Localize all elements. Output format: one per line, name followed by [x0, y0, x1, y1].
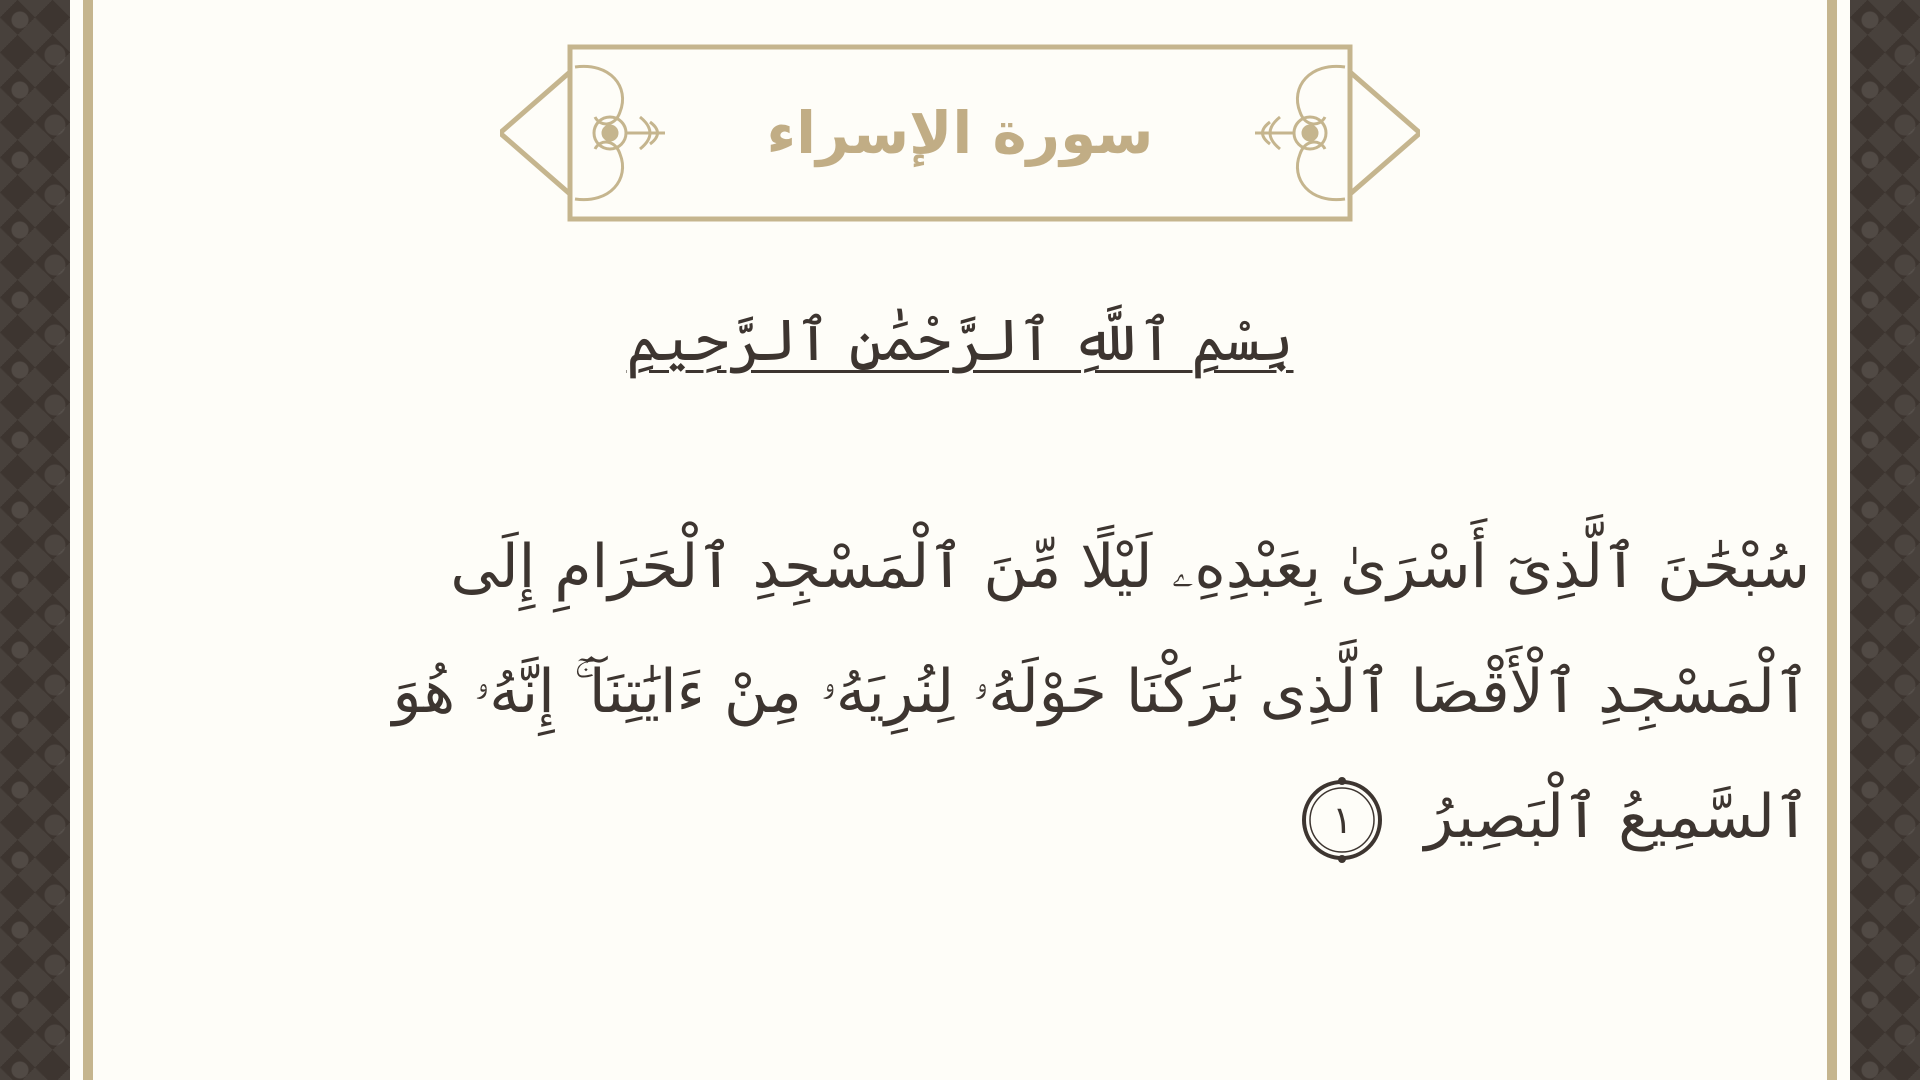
- surah-title: سورة الإسراء: [766, 99, 1154, 167]
- right-gold-rule: [1827, 0, 1837, 1080]
- verse-text: سُبْحَٰنَ ٱلَّذِىٓ أَسْرَىٰ بِعَبْدِهِۦ لَيْلًا مِّنَ ٱلْمَسْجِدِ ٱلْحَرَامِ إِلَى ٱلْمَسْجِدِ ٱلْأَقْصَا ٱلَّذِى بَٰرَكْنَا حَوْلَهُۥ لِنُرِيَهُۥ مِنْ ءَايَٰتِنَآ ۚ إِنَّهُۥ هُوَ ٱلسَّمِيعُ ٱلْبَصِيرُ: [392, 532, 1810, 852]
- surah-title-banner: [500, 42, 1420, 224]
- right-ornamental-border: [1850, 0, 1920, 1080]
- basmala: بِسْمِ ٱللَّهِ ٱلرَّحْمَٰنِ ٱلرَّحِيمِ: [626, 306, 1294, 374]
- verse-block: [290, 505, 1810, 880]
- ayah-number: ١: [1332, 798, 1353, 843]
- left-gold-rule: [83, 0, 93, 1080]
- left-ornamental-border: [0, 0, 70, 1080]
- ayah-number-marker: [1299, 777, 1385, 863]
